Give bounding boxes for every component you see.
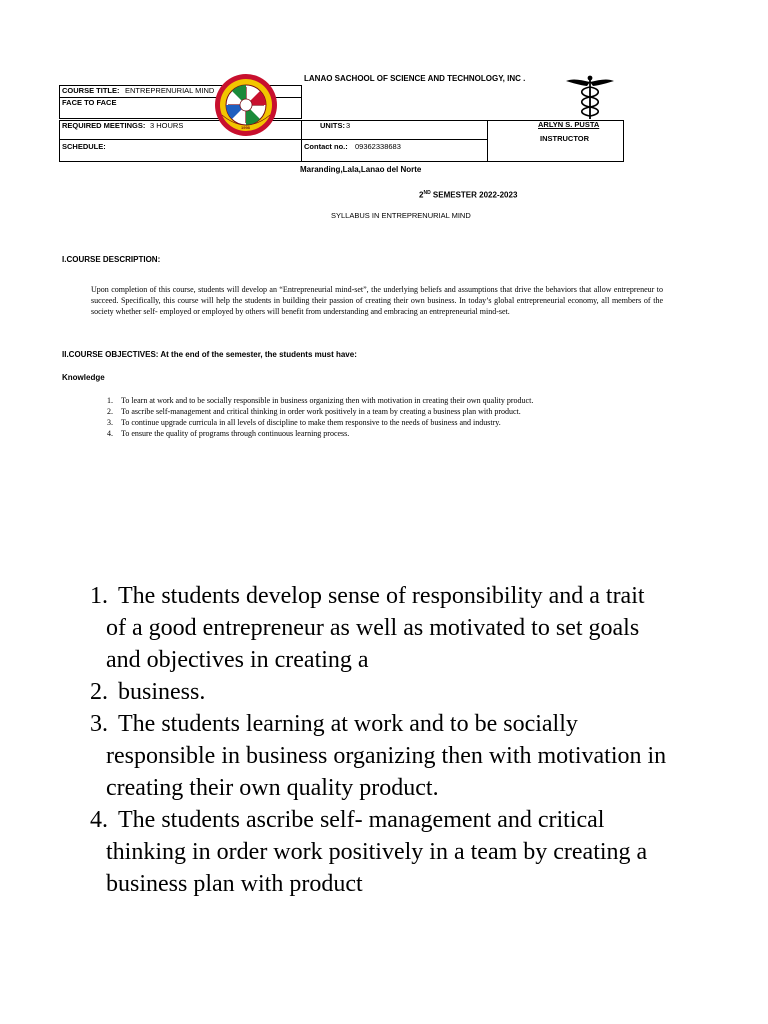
- units-value: 3: [346, 121, 351, 130]
- syllabus-title: SYLLABUS IN ENTREPRENURIAL MIND: [331, 211, 471, 220]
- outcomes-list: [90, 580, 670, 900]
- contact-label: Contact no.:: [304, 142, 348, 151]
- list-item: 2. business.: [90, 679, 206, 705]
- schedule-label: SCHEDULE:: [62, 142, 106, 151]
- knowledge-objectives-list: [107, 395, 667, 439]
- course-objectives-heading: II.COURSE OBJECTIVES: At the end of the semester, the students must have:: [62, 350, 357, 359]
- caduceus-emblem: [565, 74, 615, 120]
- course-title-value: ENTREPRENURIAL MIND: [125, 86, 215, 95]
- contact-value: 09362338683: [355, 142, 401, 151]
- instructor-name: ARLYN S. PUSTA: [538, 120, 600, 129]
- course-description-heading: I.COURSE DESCRIPTION:: [62, 255, 161, 264]
- meetings-label: REQUIRED MEETINGS:: [62, 121, 146, 130]
- list-item: 3. The students learning at work and to be socially responsible in business organizing then with motivation in creating their own quality product.: [90, 711, 667, 801]
- semester-line: [419, 188, 517, 201]
- course-description-body: Upon completion of this course, students will develop an “Entrepreneurial mind-set”, the underlying beliefs and assumptions that drive the behaviors that allow entrepreneur to succeed. Specifically, this course will help the students in building their passion of creating their own business. In today’s global entrepreneurial economy, all members of the society whether self- employed or employed by others will benefit from understanding and embracing an entrepreneurial mind-set.: [91, 285, 663, 316]
- meetings-value: 3 HOURS: [150, 121, 184, 130]
- caduceus-icon: [565, 74, 615, 120]
- units-label: UNITS:: [320, 121, 345, 130]
- list-item: 1. To learn at work and to be socially responsible in business organizing then with motivation in creating their own quality product.: [107, 396, 534, 405]
- semester-suffix: ND: [423, 190, 431, 196]
- list-item: 3. To continue upgrade curricula in all levels of discipline to make them responsive to the needs of business and industry.: [107, 418, 501, 427]
- school-seal-logo: [214, 73, 278, 137]
- course-title-label: COURSE TITLE:: [62, 86, 120, 95]
- mode-value: FACE TO FACE: [62, 98, 117, 107]
- list-item: 2. To ascribe self-management and critical thinking in order work positively in a team by creating a business plan with product.: [107, 407, 521, 416]
- knowledge-subheading: Knowledge: [62, 373, 105, 382]
- semester-text: SEMESTER 2022-2023: [430, 190, 518, 200]
- school-address: Maranding,Lala,Lanao del Norte: [300, 165, 422, 174]
- school-name: LANAO SACHOOL OF SCIENCE AND TECHNOLOGY, INC .: [304, 74, 526, 83]
- list-item: 4. To ensure the quality of programs through continuous learning process.: [107, 429, 350, 438]
- list-item: 1. The students develop sense of responsibility and a trait of a good entrepreneur as well as motivated to set goals and objectives in creating a: [90, 583, 645, 673]
- list-item: 4. The students ascribe self- management and critical thinking in order work positively in a team by creating a business plan with product: [90, 807, 648, 897]
- seal-year: 1998: [241, 125, 250, 130]
- semester-number: 2: [419, 190, 424, 200]
- instructor-role: INSTRUCTOR: [540, 134, 590, 143]
